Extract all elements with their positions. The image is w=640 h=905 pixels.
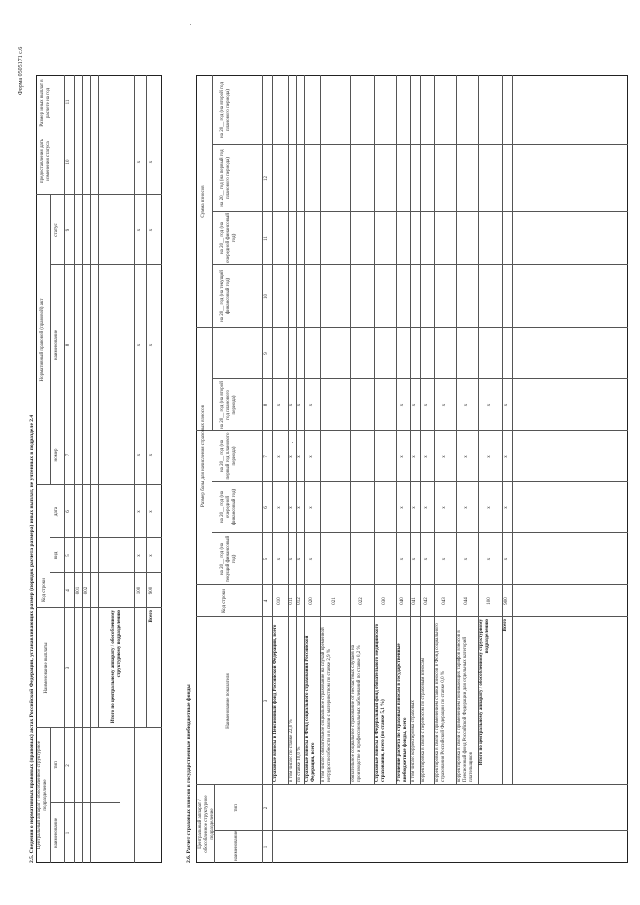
row-code: 021 [332,597,337,605]
indicator-label: корректировка в связи с переносом по страховым взносам [421,658,426,782]
x-mark: x [297,403,302,407]
x-mark: x [137,343,142,347]
h-status: статус [54,223,59,237]
h-year-next: на 20__ год (на очередной финансовый год) [220,488,237,526]
col-num: 8 [66,343,71,347]
x-mark: x [487,506,492,509]
x-mark: x [400,455,405,458]
itogo-code: 100 [137,586,142,595]
x-mark: x [137,554,142,557]
indicator-label: в том числе: по ставке 22,0 % [289,719,294,782]
col-num: 10 [66,159,71,165]
col-num: 9 [264,352,269,355]
section-25-title: 2.5. Сведения о нормативных правовых (правовых) актах Российской Федерации, устанавливающих размер (порядок расчета размера) иных выплат, не учтенных в подразделе 2.4 [29,414,35,863]
col-num: 7 [66,453,71,457]
x-mark: x [289,455,294,458]
h-vid: вид [54,551,59,560]
x-mark: x [424,403,429,407]
h-sum-current: на 20__ год (на текущий финансовый год) [220,270,231,322]
row-code: 012 [297,597,302,605]
h-npa: Нормативный правовой (правовой) акт [40,298,45,382]
x-mark: x [412,455,417,458]
x-mark: x [137,453,142,457]
itogo-label: Итого по центральному аппарату / обособленному структурному подразделению [111,610,122,724]
h-name: наименование [234,830,239,861]
row-code: 044 [464,597,469,605]
x-mark: x [487,557,492,561]
scan-speck [190,24,191,25]
x-mark: x [442,506,447,509]
x-mark: x [412,403,417,407]
x-mark: x [149,510,154,513]
x-mark: x [149,453,154,457]
x-mark: x [464,403,469,407]
indicator-label: Уточнение расчета по страховым взносам в государственные внебюджетные фонды, всего [397,643,408,782]
h-year-second: на 20__ год (на второй год планового периода) [220,381,237,429]
row-code: 043 [442,597,447,605]
indicator-label: корректировка в связи с применением ставки взносов в Фонд социального страхования Российской Федерации по ставке 0,0 % [435,623,446,782]
indicator-label: обязательное социальное страхование от несчастных случаев на производстве и профессиональных заболеваний по ставке 0,2 % [351,645,362,782]
h-sum-second: на 20__ год (на второй год планового периода) [220,82,231,138]
x-mark: x [297,455,302,458]
x-mark: x [412,557,417,561]
x-mark: x [149,343,154,347]
vsego-code: 900 [149,586,154,595]
col-num: 3 [264,699,269,703]
x-mark: x [504,557,509,561]
x-mark: x [309,557,314,561]
indicator-label: корректировка в связи с применением понижающих тарифов взносов в Пенсионный фонд Российской Федерации для отдельных категорий плательщиков [457,630,474,782]
x-mark: x [309,506,314,509]
form-code: Форма 0505171 с.6 [18,46,24,95]
col-num: 6 [264,506,269,509]
x-mark: x [464,557,469,561]
row-code: 900 [504,597,509,605]
h-size: Размер иных выплат в расчете на год [40,79,51,127]
x-mark: x [424,455,429,458]
row-code: 040 [400,597,405,605]
row-code: 010 [277,597,282,605]
col-num: 7 [264,455,269,458]
x-mark: x [277,506,282,509]
h-dates: предоставления дать изменения статуса [40,138,51,184]
row-code: 002 [84,586,89,595]
h-year-first: на 20__ год (на первый год планового периода) [220,432,237,480]
x-mark: x [309,455,314,458]
h-type: тип [234,804,239,812]
h-sums: Сумма взносов [201,185,206,218]
x-mark: x [297,506,302,509]
col-num: 2 [264,806,269,810]
scan-speck [292,442,293,443]
col-num: 2 [66,764,71,767]
x-mark: x [424,557,429,561]
h-sum-first: на 20__ год (на первый год планового периода) [220,149,231,207]
row-code: 030 [382,597,387,605]
indicator-label: в том числе: корректировка страховых [411,700,416,782]
indicator-label: Всего [503,619,508,632]
h-date: дата [54,506,59,517]
section-26-title: 2.6. Расчет страховых взносов в государственные внебюджетные фонды [186,684,192,863]
row-code: 100 [487,597,492,605]
x-mark: x [277,557,282,561]
col-num: 11 [264,236,269,241]
indicator-label: Страховые взносы в Фонд социального страхования Российской Федерации, всего [305,635,316,782]
col-num: 1 [66,831,71,835]
x-mark: x [464,455,469,458]
h-number: номер [54,448,59,462]
col-num: 10 [264,294,269,299]
x-mark: x [149,228,154,232]
row-code: 020 [309,597,314,605]
x-mark: x [504,506,509,509]
x-mark: x [400,506,405,509]
x-mark: x [442,557,447,561]
row-code: 001 [76,586,81,595]
row-code: 011 [289,597,294,605]
h-year-current: на 20__ год (на текущий финансовый год) [220,535,237,583]
x-mark: x [149,554,154,557]
col-num: 12 [264,176,269,181]
col-num: 3 [66,666,71,670]
x-mark: x [277,403,282,407]
x-mark: x [442,455,447,458]
col-num: 6 [66,510,71,513]
x-mark: x [424,506,429,509]
h-name: наименование [54,817,59,849]
h-payment: Наименование выплаты [44,642,49,694]
x-mark: x [289,403,294,407]
x-mark: x [289,557,294,561]
col-num: 8 [264,403,269,407]
x-mark: x [504,455,509,458]
indicator-label: Итого по центральному аппарату / обособленному структурному подразделению [479,619,490,766]
indicator-label: по ставке 10,0 % [297,746,302,782]
x-mark: x [400,557,405,561]
x-mark: x [504,403,509,407]
h-base: Размер базы для начисления страховых взносов [201,405,206,507]
x-mark: x [137,510,142,513]
x-mark: x [442,403,447,407]
col-num: 4 [66,589,71,592]
x-mark: x [149,160,154,164]
x-mark: x [277,455,282,458]
indicator-label: Страховые взносы в Пенсионный фонд Российской Федерации, всего [273,624,278,782]
x-mark: x [412,506,417,509]
col-num: 1 [264,845,269,849]
indicator-label: Страховые взносы в Федеральный фонд обязательного медицинского страхования, всего (по ставке 5,1 %) [375,623,386,782]
row-code: 022 [359,597,364,605]
h-sum-next: на 20__ год (на очередной финансовый год) [220,212,237,263]
indicator-label: в том числе: обязательное социальное страхование на случай временной нетрудоспособности и в связи с материнством по ставке 2,9 % [321,627,332,782]
x-mark: x [137,228,142,232]
col-num: 5 [66,554,71,557]
table-section-25 [36,75,162,863]
col-num: 11 [66,99,71,105]
col-num: 5 [264,557,269,561]
col-num: 9 [66,228,71,232]
x-mark: x [464,506,469,509]
x-mark: x [487,455,492,458]
h-indicator: Наименование показателя [226,673,231,729]
col-num: 4 [264,599,269,603]
h-code: Код строки [42,578,47,602]
h-code: Код строки [222,589,227,613]
x-mark: x [137,160,142,164]
h-npa-name: наименование [54,329,59,361]
h-central: Центральный аппарат / обособленное структурное подразделение [198,795,215,853]
vsego-label: Всего [149,610,154,623]
x-mark: x [400,403,405,407]
table-section-26 [196,75,628,863]
h-type: тип [54,761,59,769]
x-mark: x [309,403,314,407]
x-mark: x [289,506,294,509]
row-code: 042 [424,597,429,605]
row-divider [512,75,513,785]
x-mark: x [297,557,302,561]
x-mark: x [487,403,492,407]
h-central: Центральный аппарат / обособленное структурное подразделение [37,741,48,849]
row-code: 041 [412,597,417,605]
